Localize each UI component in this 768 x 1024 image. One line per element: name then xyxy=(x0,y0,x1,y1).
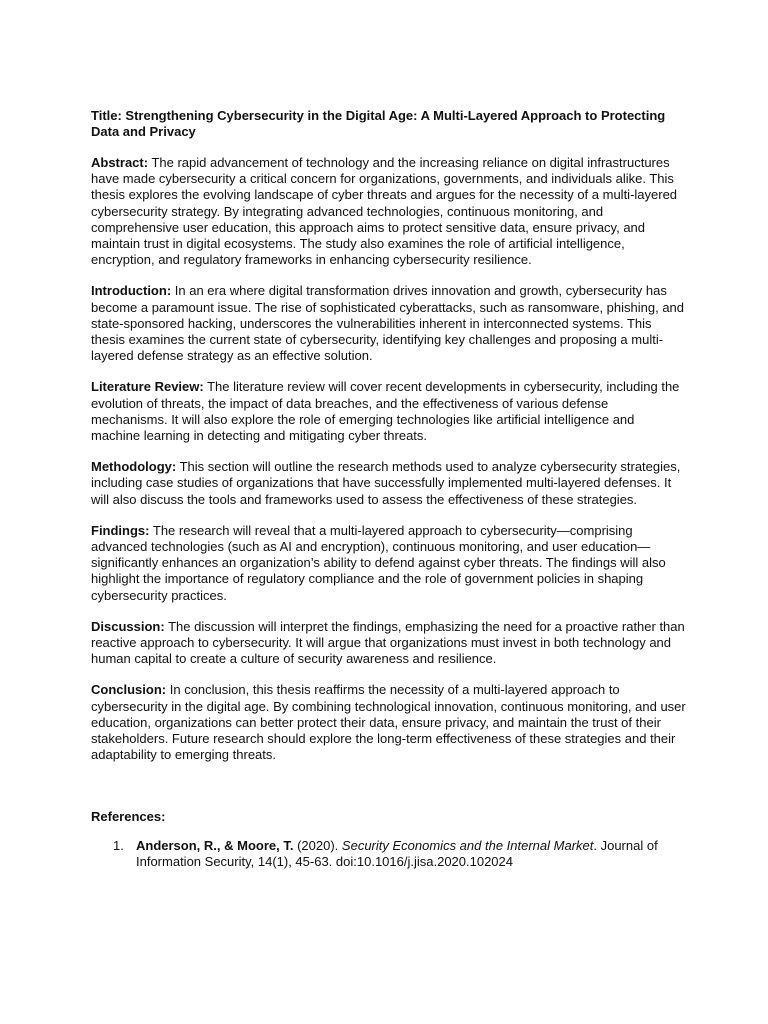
reference-authors: Anderson, R., & Moore, T. xyxy=(136,837,294,853)
section-label: Introduction: xyxy=(91,283,172,299)
section-methodology xyxy=(91,459,686,508)
section-label: Abstract: xyxy=(91,155,149,170)
section-label: Methodology: xyxy=(91,459,177,475)
section-text: In conclusion, this thesis reaffirms the necessity of a multi-layered approach to cybersecurity in the digital age. By combining technological innovation, continuous monitoring, and user education, organizations can better protect their data, ensure privacy, and maintain the trust of their stakeholders. Future research should explore the long-term effectiveness of these strategies and their adaptability to emerging threats. xyxy=(91,682,686,763)
reference-book-title: Security Economics and the Internal Market xyxy=(341,837,594,853)
reference-year: (2020). xyxy=(297,837,339,853)
references-list xyxy=(91,838,686,870)
section-discussion xyxy=(91,619,686,668)
references-heading: References: xyxy=(91,808,166,824)
section-label: Discussion: xyxy=(91,618,165,634)
document-title: Title: Strengthening Cybersecurity in the Digital Age: A Multi-Layered Approach to Protecting Data and Privacy xyxy=(91,108,666,139)
reference-item xyxy=(91,838,686,870)
section-conclusion xyxy=(91,682,686,763)
reference-details: . Journal of Information Security, 14(1), 45-63. doi:10.1016/j.jisa.2020.102024 xyxy=(136,837,658,869)
section-label: Literature Review: xyxy=(91,379,204,395)
reference-number: 1. xyxy=(113,837,124,853)
section-text: The research will reveal that a multi-layered approach to cybersecurity—comprising advanced technologies (such as AI and encryption), continuous monitoring, and user education—significantly enhances an organization’s ability to defend against cyber threats. The findings will also highlight the importance of regulatory compliance and the role of government policies in shaping cybersecurity practices. xyxy=(91,522,666,603)
section-label: Findings: xyxy=(91,522,150,538)
reference-body xyxy=(136,838,686,870)
section-text: In an era where digital transformation drives innovation and growth, cybersecurity has become a paramount issue. The rise of sophisticated cyberattacks, such as ransomware, phishing, and state-sponsored hacking, underscores the vulnerabilities inherent in interconnected systems. This thesis examines the current state of cybersecurity, identifying key challenges and proposing a multi-layered defense strategy as an effective solution. xyxy=(91,283,685,364)
section-abstract xyxy=(91,155,686,268)
section-introduction xyxy=(91,283,686,364)
section-text: This section will outline the research methods used to analyze cybersecurity strategies, including case studies of organizations that have successfully implemented multi-layered defenses. It will also discuss the tools and frameworks used to assess the effectiveness of these strategies. xyxy=(91,459,681,507)
section-literature-review xyxy=(91,379,686,444)
section-text: The rapid advancement of technology and the increasing reliance on digital infrastructures have made cybersecurity a critical concern for organizations, governments, and individuals alike. This thesis explores the evolving landscape of cyber threats and argues for the necessity of a multi-layered cybersecurity strategy. By integrating advanced technologies, continuous monitoring, and comprehensive user education, this approach aims to protect sensitive data, ensure privacy, and maintain trust in digital ecosystems. The study also examines the role of artificial intelligence, encryption, and regulatory frameworks in enhancing cybersecurity resilience. xyxy=(91,155,678,268)
section-label: Conclusion: xyxy=(91,682,167,698)
section-text: The discussion will interpret the findings, emphasizing the need for a proactive rather than reactive approach to cybersecurity. It will argue that organizations must invest in both technology and human capital to create a culture of security awareness and resilience. xyxy=(91,618,685,667)
section-text: The literature review will cover recent developments in cybersecurity, including the evolution of threats, the impact of data breaches, and the effectiveness of various defense mechanisms. It will also explore the role of emerging technologies like artificial intelligence and machine learning in detecting and mitigating cyber threats. xyxy=(91,379,680,444)
section-findings xyxy=(91,523,686,604)
